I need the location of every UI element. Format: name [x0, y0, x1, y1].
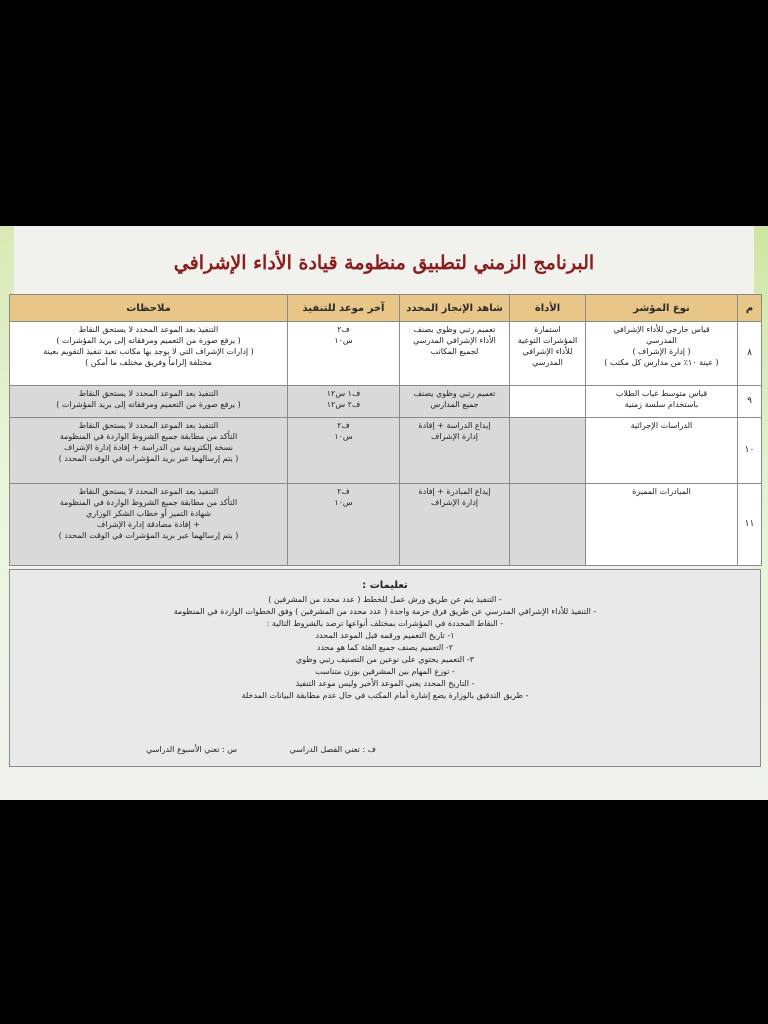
cell-line: التنفيذ بعد الموعد المحدد لا يستحق النقاط — [78, 325, 219, 334]
cell-line: ( يرفع صورة من التعميم ومرفقاته إلى بريد المؤشرات ) — [56, 400, 241, 409]
cell-type — [586, 484, 738, 566]
instruction-item: - التنفيذ يتم عن طريق ورش عمل للخطط ( عدد محدد من المشرفين ) — [268, 595, 502, 604]
cell-tool — [510, 418, 586, 484]
cell-line: التنفيذ بعد الموعد المحدد لا يستحق النقاط — [78, 389, 219, 398]
cell-notes — [10, 322, 288, 386]
cell-line: نسخة إلكترونية من الدراسة + إفادة إدارة الإشراف — [63, 443, 234, 452]
cell-line: إيداع الدراسة + إفادة — [418, 421, 491, 430]
cell-notes — [10, 418, 288, 484]
instruction-item: - طريق التدقيق بالوزارة يضع إشارة أمام المكتب في حال عدم مطابقة البيانات المدخلة — [241, 691, 529, 700]
cell-line: التأكد من مطابقة جميع الشروط الواردة في المنظومة — [59, 498, 238, 507]
cell-deadline — [288, 322, 400, 386]
cell-line: لجميع المكاتب — [430, 347, 479, 356]
instructions-title: تعليمات : — [362, 580, 408, 591]
cell-line: جميع المدارس — [430, 400, 479, 409]
cell-type — [586, 322, 738, 386]
instruction-item: - توزع المهام بين المشرفين بوزن متناسب — [315, 667, 455, 676]
table-header-row — [10, 295, 762, 322]
cell-line: استمارة — [534, 325, 561, 334]
cell-deadline — [288, 386, 400, 418]
table-row — [10, 418, 762, 484]
schedule-table — [9, 294, 762, 566]
header-evidence: شاهد الإنجاز المحدد — [400, 295, 510, 322]
cell-line: + إفادة مصادقة إدارة الإشراف — [97, 520, 200, 529]
header-notes: ملاحظات — [10, 295, 288, 322]
cell-line: ( إدارات الإشراف التي لا يوجد بها مكاتب تعيد تنفيذ التقويم بعينة — [43, 347, 254, 356]
cell-evidence — [400, 484, 510, 566]
cell-m: ١٠ — [738, 418, 762, 484]
cell-line: تعميم رتبي وظوي يصنف — [413, 325, 496, 334]
cell-line: ( عينة ١٠٪ من مدارس كل مكتب ) — [604, 358, 719, 367]
header-deadline: آخر موعد للتنفيذ — [288, 295, 400, 322]
cell-tool — [510, 322, 586, 386]
instructions-list — [10, 594, 760, 702]
cell-type — [586, 418, 738, 484]
cell-line: س١٠ — [334, 336, 353, 345]
legend-semester: ف : تعني الفصل الدراسي — [289, 745, 376, 754]
cell-line: شهادة التميز أو خطاب الشكر الوزاري — [85, 509, 212, 518]
cell-evidence — [400, 322, 510, 386]
cell-line: المبادرات المميزة — [632, 487, 691, 496]
cell-m: ١١ — [738, 484, 762, 566]
header-m: م — [738, 295, 762, 322]
cell-line: س١٠ — [334, 432, 353, 441]
cell-line: الأداء الإشرافي المدرسي — [413, 336, 496, 345]
cell-line: ف٢ — [337, 325, 350, 334]
instruction-item: - النقاط المحددة في المؤشرات بمختلف أنواعها ترصد بالشروط التالية : — [266, 619, 504, 628]
cell-tool — [510, 484, 586, 566]
cell-deadline — [288, 418, 400, 484]
instruction-item: ١- تاريخ التعميم ورقمه قبل الموعد المحدد — [315, 631, 455, 640]
cell-line: باستخدام سلسة زمنية — [624, 400, 699, 409]
table-row — [10, 386, 762, 418]
cell-line: س١٠ — [334, 498, 353, 507]
cell-line: إدارة الإشراف — [430, 498, 479, 507]
cell-line: للأداء الإشرافي — [522, 347, 573, 356]
instruction-item: - التنفيذ للأداء الإشرافي المدرسي عن طريق فرق حزمة واحدة ( عدد محدد من المشرفين ) وفق الخطوات الواردة في المنظومة — [173, 607, 597, 616]
instruction-item: ٣- التعميم يحتوي على نوعين من التصنيف رتبي وظوي — [295, 655, 475, 664]
document-page — [0, 226, 768, 800]
legend-week: س : تعني الأسبوع الدراسي — [146, 745, 238, 754]
cell-m: ٩ — [738, 386, 762, 418]
cell-line: التنفيذ بعد الموعد المحدد لا يستحق النقاط — [78, 421, 219, 430]
cell-line: مختلفة إلزاماً وفريق مختلف ما أمكن ) — [85, 358, 212, 367]
cell-notes — [10, 386, 288, 418]
cell-line: الدراسات الإجرائية — [630, 421, 693, 430]
cell-line: قياس متوسط غياب الطلاب — [615, 389, 708, 398]
instruction-item: ٢- التعميم يصنف جميع الفئة كما هو محدد — [316, 643, 454, 652]
page-title: البرنامج الزمني لتطبيق منظومة قيادة الأداء الإشرافي — [173, 252, 595, 274]
cell-tool — [510, 386, 586, 418]
cell-line: تعميم رتبي وظوي يصنف — [413, 389, 496, 398]
cell-line: التنفيذ بعد الموعد المحدد لا يستحق النقاط — [78, 487, 219, 496]
cell-line: التأكد من مطابقة جميع الشروط الواردة في المنظومة — [59, 432, 238, 441]
cell-line: المدرسي — [532, 358, 563, 367]
cell-line: ( يتم إرسالهما عبر بريد المؤشرات في الوقت المحدد ) — [58, 531, 239, 540]
cell-line: ف٢ س١٢ — [326, 400, 361, 409]
cell-line: المؤشرات النوعية — [517, 336, 578, 345]
cell-m: ٨ — [738, 322, 762, 386]
cell-line: ف٢ — [337, 487, 350, 496]
cell-evidence — [400, 418, 510, 484]
cell-line: ف١ س١٢ — [326, 389, 361, 398]
cell-notes — [10, 484, 288, 566]
cell-line: إيداع المبادرة + إفادة — [418, 487, 491, 496]
cell-line: قياس خارجي للأداء الإشرافي — [613, 325, 710, 334]
cell-line: ( إدارة الإشراف ) — [632, 347, 691, 356]
cell-line: ف٢ — [337, 421, 350, 430]
cell-line: ( يتم إرسالهما عبر بريد المؤشرات في الوقت المحدد ) — [58, 454, 239, 463]
cell-line: إدارة الإشراف — [430, 432, 479, 441]
cell-evidence — [400, 386, 510, 418]
instruction-item: - التاريخ المحدد يعني الموعد الأخير وليس موعد التنفيذ — [295, 679, 475, 688]
cell-line: ( يرفع صورة من التعميم ومرفقاته إلى بريد المؤشرات ) — [56, 336, 241, 345]
legend — [10, 744, 762, 756]
header-type: نوع المؤشر — [586, 295, 738, 322]
header-tool: الأداة — [510, 295, 586, 322]
table-row — [10, 322, 762, 386]
cell-deadline — [288, 484, 400, 566]
cell-line: المدرسي — [646, 336, 677, 345]
instructions-box — [9, 569, 761, 767]
table-row — [10, 484, 762, 566]
cell-type — [586, 386, 738, 418]
